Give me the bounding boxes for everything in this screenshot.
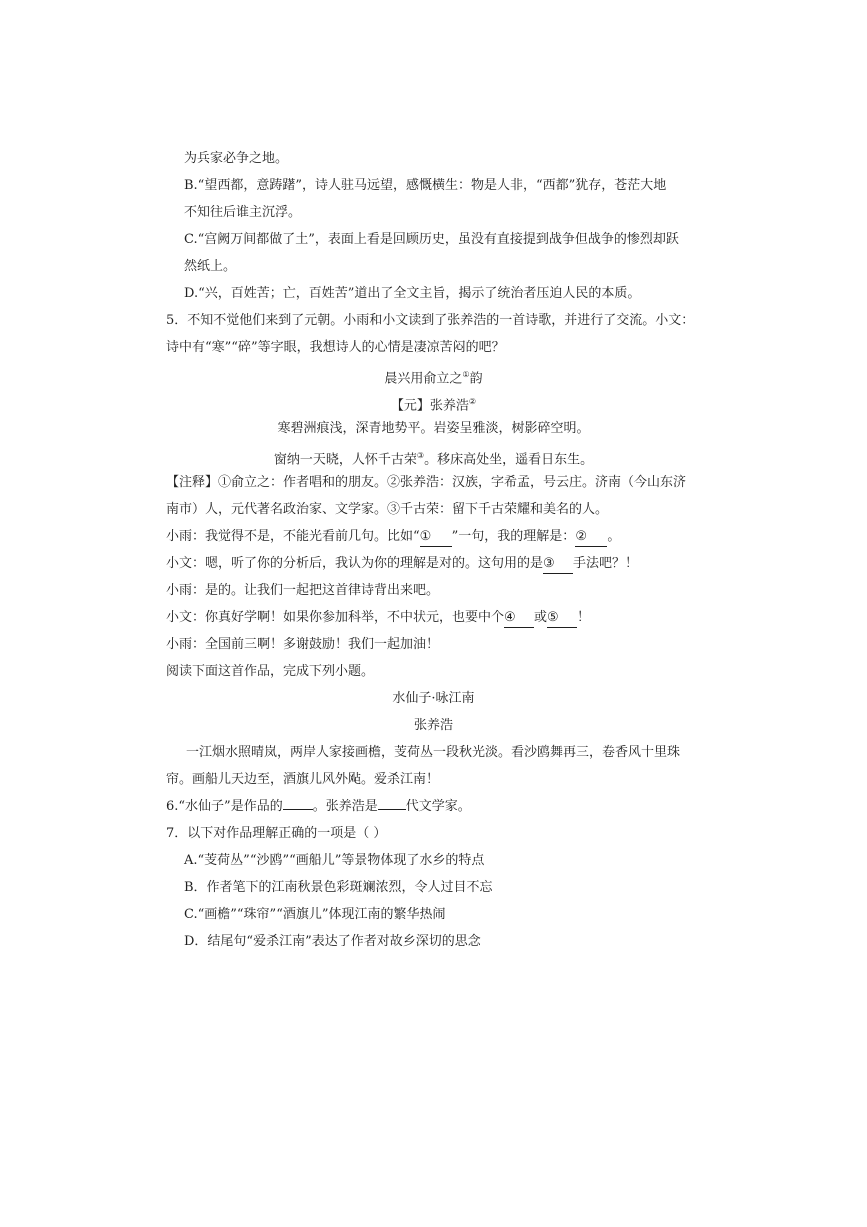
q7-option-b[interactable]: B．作者笔下的江南秋景色彩斑斓浓烈，令人过目不忘 <box>184 880 493 895</box>
song-author: 张养浩 <box>413 718 453 733</box>
dialogue-line5: 小雨：全国前三啊！多谢鼓励！我们一起加油！ <box>166 637 440 652</box>
q4-option-c-line1: C.“宫阙万间都做了土”，表面上看是回顾历史，虽没有直接提到战争但战争的惨烈却跃 <box>184 232 679 247</box>
q5-intro-line1: 5．不知不觉他们来到了元朝。小雨和小文读到了张养浩的一首诗歌，并进行了交流。小文： <box>166 313 695 328</box>
poem-author: 【元】张养浩② <box>390 397 477 414</box>
q6-blank-2[interactable] <box>378 809 406 810</box>
answer-blank-1[interactable]: ① <box>420 528 452 547</box>
answer-blank-3[interactable]: ③ <box>543 555 573 574</box>
reading-instruction: 阅读下面这首作品，完成下列小题。 <box>166 664 375 679</box>
poem-notes-line1: 【注释】①俞立之：作者唱和的朋友。②张养浩：汉族，字希孟，号云庄。济南（今山东济 <box>166 475 687 490</box>
dialogue-line1: 小雨：我觉得不是，不能光看前几句。比如“① ”一句，我的理解是：② 。 <box>166 528 620 547</box>
q4-option-b-line1: B.“望西都，意踌躇”，诗人驻马远望，感慨横生：物是人非，“西都”犹存，苍茫大地 <box>184 178 667 193</box>
answer-blank-2[interactable]: ② <box>575 528 607 547</box>
q6-text: 6.“水仙子”是作品的 。张养浩是 代文学家。 <box>166 799 471 814</box>
poem-notes-line2: 南市）人，元代著名政治家、文学家。③千古荣：留下千古荣耀和美名的人。 <box>166 502 609 517</box>
poem-line2: 窗纳一天晓，人怀千古荣③。移床高处坐，遥看日东生。 <box>273 451 594 468</box>
song-text-line1: 一江烟水照晴岚，两岸人家接画檐，芰荷丛一段秋光淡。看沙鸥舞再三，卷香风十里珠 <box>186 745 681 760</box>
q7-stem: 7．以下对作品理解正确的一项是（ ） <box>166 826 387 841</box>
answer-blank-4[interactable]: ④ <box>504 609 534 628</box>
q4-option-c-line2: 然纸上。 <box>184 259 237 274</box>
q4-option-b-line2: 不知往后谁主沉浮。 <box>184 205 302 220</box>
q6-blank-1[interactable] <box>283 809 313 810</box>
dialogue-line4: 小文：你真好学啊！如果你参加科举，不中状元，也要中个④ 或⑤ ！ <box>166 609 590 628</box>
q5-intro-line2: 诗中有“寒”“碎”等字眼，我想诗人的心情是凄凉苦闷的吧？ <box>166 340 505 355</box>
dialogue-line3: 小雨：是的。让我们一起把这首律诗背出来吧。 <box>166 583 440 598</box>
q7-option-c[interactable]: C.“画檐”“珠帘”“酒旗儿”体现江南的繁华热闹 <box>184 907 446 922</box>
answer-blank-5[interactable]: ⑤ <box>547 609 577 628</box>
poem-title: 晨兴用俞立之①韵 <box>384 370 483 387</box>
q7-option-d[interactable]: D．结尾句“爱杀江南”表达了作者对故乡深切的思念 <box>184 934 481 949</box>
dialogue-line2: 小文：嗯，听了你的分析后，我认为你的理解是对的。这句用的是③ 手法吧？！ <box>166 555 638 574</box>
q4-option-d: D.“兴，百姓苦；亡，百姓苦”道出了全文主旨，揭示了统治者压迫人民的本质。 <box>184 286 641 301</box>
q4-option-a-continuation: 为兵家必争之地。 <box>184 151 289 166</box>
song-text-line2: 帘。画船儿天边至，酒旗儿风外飐。爱杀江南！ <box>166 772 440 787</box>
q7-option-a[interactable]: A.“芰荷丛”“沙鸥”“画船儿”等景物体现了水乡的特点 <box>184 853 485 868</box>
poem-line1: 寒碧洲痕浅，深青地势平。岩姿呈雅淡，树影碎空明。 <box>277 421 590 436</box>
song-title: 水仙子·咏江南 <box>392 691 475 706</box>
